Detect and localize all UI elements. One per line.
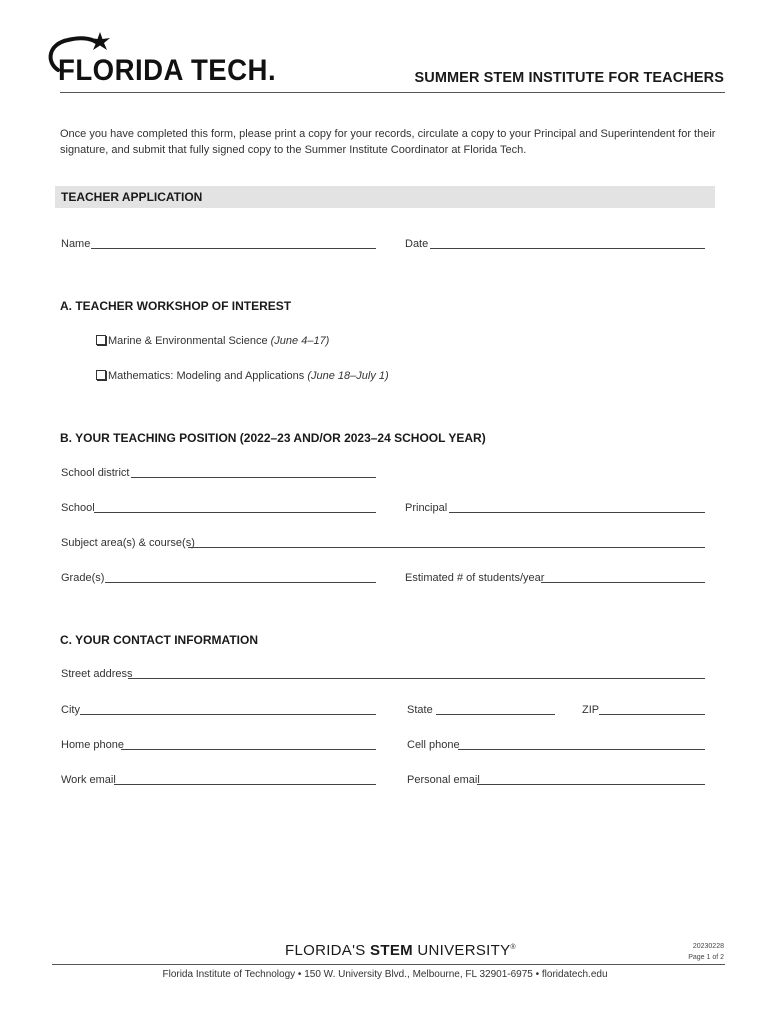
school-label: School	[61, 502, 95, 514]
date-label: Date	[405, 238, 429, 250]
cell-phone-field[interactable]	[458, 749, 705, 750]
section-a-title: A. TEACHER WORKSHOP OF INTEREST	[60, 299, 292, 313]
name-field[interactable]	[91, 248, 376, 249]
footer-address: Florida Institute of Technology • 150 W. University Blvd., Melbourne, FL 32901-6975 • floridatech.edu	[162, 969, 608, 980]
principal-label: Principal	[405, 502, 448, 514]
workshop-option-dates: (June 4–17)	[270, 335, 330, 347]
principal-field[interactable]	[449, 512, 705, 513]
footer-brand	[285, 942, 516, 959]
personal-email-label: Personal email	[407, 774, 480, 786]
form-title: SUMMER STEM INSTITUTE FOR TEACHERS	[414, 70, 724, 86]
teacher-application-banner	[55, 186, 715, 208]
students-field[interactable]	[541, 582, 705, 583]
checkbox-icon[interactable]	[96, 370, 106, 380]
work-email-field[interactable]	[114, 784, 376, 785]
state-label: State	[407, 704, 433, 716]
brand-suffix: UNIVERSITY	[412, 942, 511, 959]
school-district-label: School district	[61, 467, 130, 479]
state-field[interactable]	[436, 714, 555, 715]
section-b-title: B. YOUR TEACHING POSITION (2022–23 AND/OR 2023–24 SCHOOL YEAR)	[60, 431, 486, 445]
street-label: Street address	[61, 668, 133, 680]
work-email-label: Work email	[61, 774, 116, 786]
zip-label: ZIP	[582, 704, 600, 716]
grades-label: Grade(s)	[61, 572, 105, 584]
students-label: Estimated # of students/year	[405, 572, 545, 584]
workshop-option-marine[interactable]	[96, 335, 329, 347]
zip-field[interactable]	[599, 714, 705, 715]
logo-wordmark: FLORIDA TECH.	[58, 54, 277, 87]
workshop-option-dates: (June 18–July 1)	[307, 370, 389, 382]
brand-prefix: FLORIDA'S	[285, 942, 371, 959]
brand-trademark: ®	[510, 944, 516, 951]
subject-field[interactable]	[188, 547, 705, 548]
section-c-title: C. YOUR CONTACT INFORMATION	[60, 633, 258, 647]
date-field[interactable]	[430, 248, 705, 249]
instructions-text: Once you have completed this form, please print a copy for your records, circulate a copy to your Principal and Superintendent for their signature, and submit that fully signed copy to the Summer Institute Coordinator at Florida Tech.	[60, 128, 716, 156]
grades-field[interactable]	[105, 582, 376, 583]
form-code: 20230228	[692, 943, 724, 950]
workshop-option-math[interactable]	[96, 370, 389, 382]
school-district-field[interactable]	[131, 477, 376, 478]
school-field[interactable]	[94, 512, 376, 513]
personal-email-field[interactable]	[477, 784, 705, 785]
city-field[interactable]	[80, 714, 376, 715]
cell-phone-label: Cell phone	[407, 739, 460, 751]
name-label: Name	[61, 238, 91, 250]
workshop-option-label: Marine & Environmental Science	[108, 335, 268, 347]
checkbox-icon[interactable]	[96, 335, 106, 345]
page-number: Page 1 of 2	[688, 954, 724, 961]
header-divider	[60, 92, 725, 93]
home-phone-field[interactable]	[121, 749, 376, 750]
home-phone-label: Home phone	[61, 739, 124, 751]
city-label: City	[61, 704, 80, 716]
street-field[interactable]	[128, 678, 705, 679]
workshop-option-label: Mathematics: Modeling and Applications	[108, 370, 305, 382]
footer-divider	[52, 964, 725, 965]
subject-label: Subject area(s) & course(s)	[61, 537, 195, 549]
florida-tech-logo	[44, 32, 277, 92]
banner-title: TEACHER APPLICATION	[61, 190, 203, 204]
brand-bold: STEM	[370, 942, 413, 959]
